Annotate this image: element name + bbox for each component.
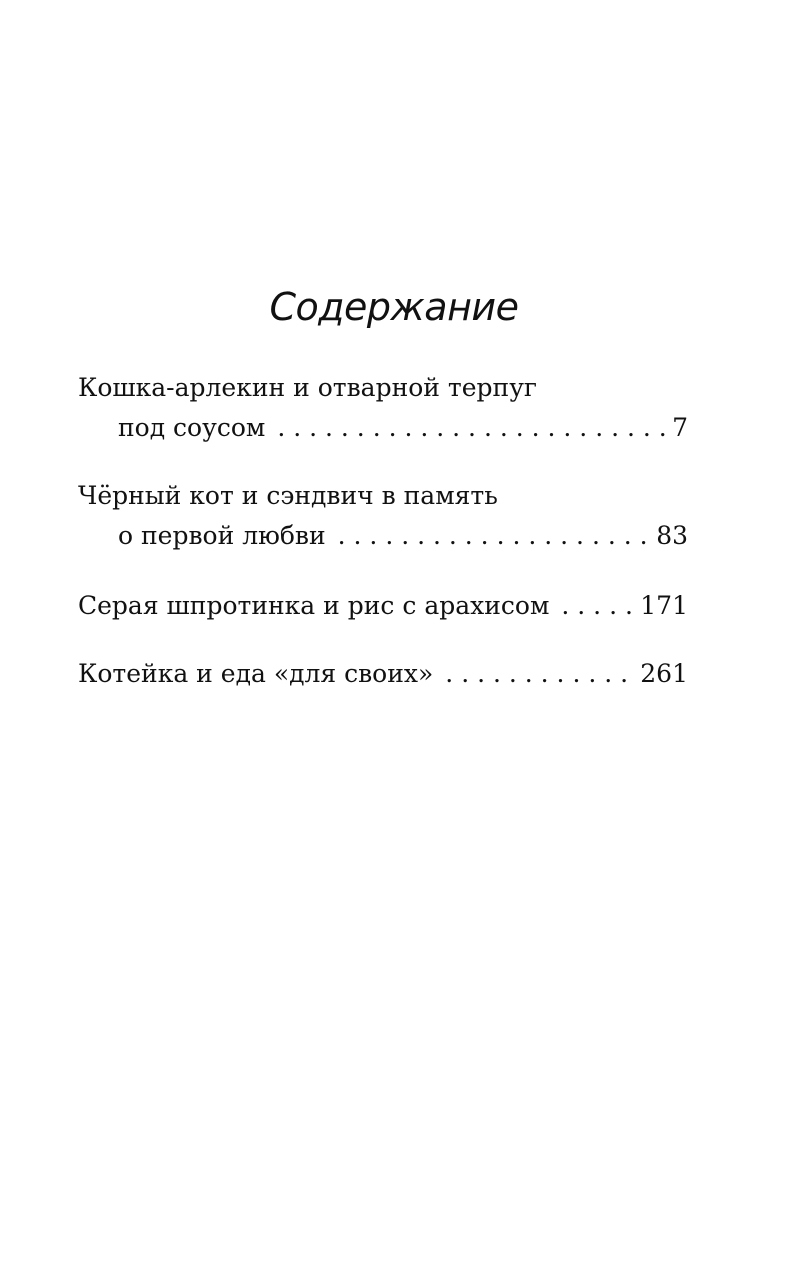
page-title: Содержание [269,285,519,329]
toc-entry-title-line1: Кошка-арлекин и отварной терпуг [78,373,537,402]
toc-entry-page-number: 7 [672,413,688,442]
toc-entry [78,476,688,556]
dot-leader [445,654,636,694]
toc-entry-leader-line [78,586,688,626]
toc-entry-leader-line [78,516,688,556]
dot-leader [338,516,653,556]
toc-entry-title: Котейка и еда «для своих» [78,659,434,688]
toc-entry-page-number: 171 [640,591,688,620]
toc-entry-page-number: 83 [656,521,688,550]
toc-entry [78,654,688,694]
toc-entry-leader-line [78,654,688,694]
toc-entry-title-line2: о первой любви [118,521,326,550]
toc-entry-title-line2: под соусом [118,413,266,442]
toc-entry-page-number: 261 [640,659,688,688]
dot-leader [561,586,636,626]
toc-entry [78,586,688,626]
table-of-contents [78,368,688,694]
toc-entry-title-line1: Чёрный кот и сэндвич в память [78,481,498,510]
toc-entry-leader-line [78,408,688,448]
toc-entry [78,368,688,448]
toc-entry-title: Серая шпротинка и рис с арахисом [78,591,550,620]
dot-leader [277,408,668,448]
